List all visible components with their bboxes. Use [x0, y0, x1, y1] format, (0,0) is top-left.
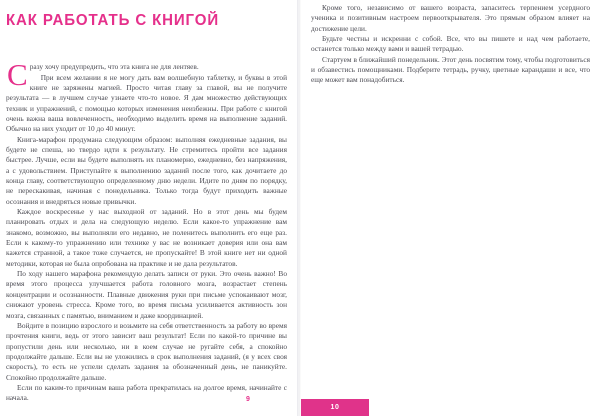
paragraph-6: Если по каким-то причинам ваша работа прекратилась на долгое время, начинайте с начала. [6, 382, 287, 403]
left-page-number: 9 [246, 396, 250, 403]
paragraph-1-line-1: разу хочу предупредить, что эта книга не для лентяев. [29, 62, 199, 72]
right-page-number: 10 [330, 404, 340, 411]
right-page-text-column [311, 0, 590, 86]
right-paragraph-1: Кроме того, независимо от вашего возраста, запаситесь терпением усердного ученика и позитивным настроем первооткрывателя. Это прямым образом влияет на достижение цели. [311, 3, 590, 33]
paragraph-4: По ходу нашего марафона рекомендую делать записи от руки. Это очень важно! Во время этого процесса улучшается работа головного мозга, возрастает степень концентрации и осознанности. Плавные движения руки при письме успокаивают мозг, снижают уровень стресса. Кроме того, во время письма усиливается активность зон мозга, связанных с памятью, вниманием и даже координацией. [6, 269, 287, 320]
right-page [301, 0, 600, 416]
right-page-number-box [301, 399, 369, 416]
paragraph-1 [6, 57, 287, 134]
left-page-text-column [6, 29, 287, 403]
chapter-title: КАК РАБОТАТЬ С КНИГОЙ [6, 12, 220, 29]
paragraph-1-line-2: При всем желании я не могу дать вам волшебную таблетку, и буквы в этой книге не заряжены магией. Просто читая главу за главой, вы не получите результата — в лучшем случае узнаете что-то новое. Я дам множество действующих техник и упражнений, с помощью которых изменения неизбежны. При работе с книгой очень важна ваша вовлеченность, необходимо выделить время на выполнение заданий. Обычно на них уходит от 10 до 40 минут. [6, 72, 287, 134]
paragraph-5: Войдите в позицию взрослого и возьмите на себя ответственность за работу во время прочтения книги, ведь от этого зависит ваш результат! Если по какой-то причине вы пропустили день или несколько, ни в коем случае не ругайте себя, а спокойно продолжайте дальше. Если вы не уложились в срок выполнения заданий, (я у всех своя скорость), то есть не успели сделать задания за обозначенный день, не паникуйте. Спокойно продолжайте дальше. [6, 320, 287, 382]
drop-cap-letter: С [7, 57, 28, 93]
right-paragraph-2: Будьте честны и искренни с собой. Все, что вы пишете и над чем работаете, останется только между вами и вашей тетрадью. [311, 34, 590, 54]
paragraph-3: Каждое воскресенье у нас выходной от заданий. Но в этот день мы будем планировать отдых и дела на следующую неделю. Если какое-то упражнение вам знакомо, возможно, вы выполняли его недавно, не поленитесь выполнить его еще раз. Если к какому-то упражнению или технике у вас не возникает доверия или она вам кажется странной, а такое тоже случается, не пропускайте! В этой книге нет ни одной методики, которая не была опробована на практике и не дала результатов. [6, 207, 287, 268]
paragraph-2: Книга-марафон продумана следующим образом: выполняя ежедневные задания, вы будете не спеша, но твердо идти к результату. Не стремитесь пройти все задания быстрее. Лучше, если вы будете выполнять их планомерно, ежедневно, без напряжения, а с удовольствием. Приступайте к выполнению заданий после того, как дочитаете до конца главу, соответствующую определенному дню недели. Идите по дням по порядку, не перескакивая, начиная с понедельника. Только тогда будут приходить важные осознания и внедряться новые привычки. [6, 134, 287, 206]
left-page [0, 0, 297, 416]
right-paragraph-3: Стартуем в ближайший понедельник. Этот день посвятим тому, чтобы подготовиться и обзавестись помощниками. Подберите тетрадь, ручку, цветные карандаши и все, что еще может вам понадобиться. [311, 54, 590, 85]
